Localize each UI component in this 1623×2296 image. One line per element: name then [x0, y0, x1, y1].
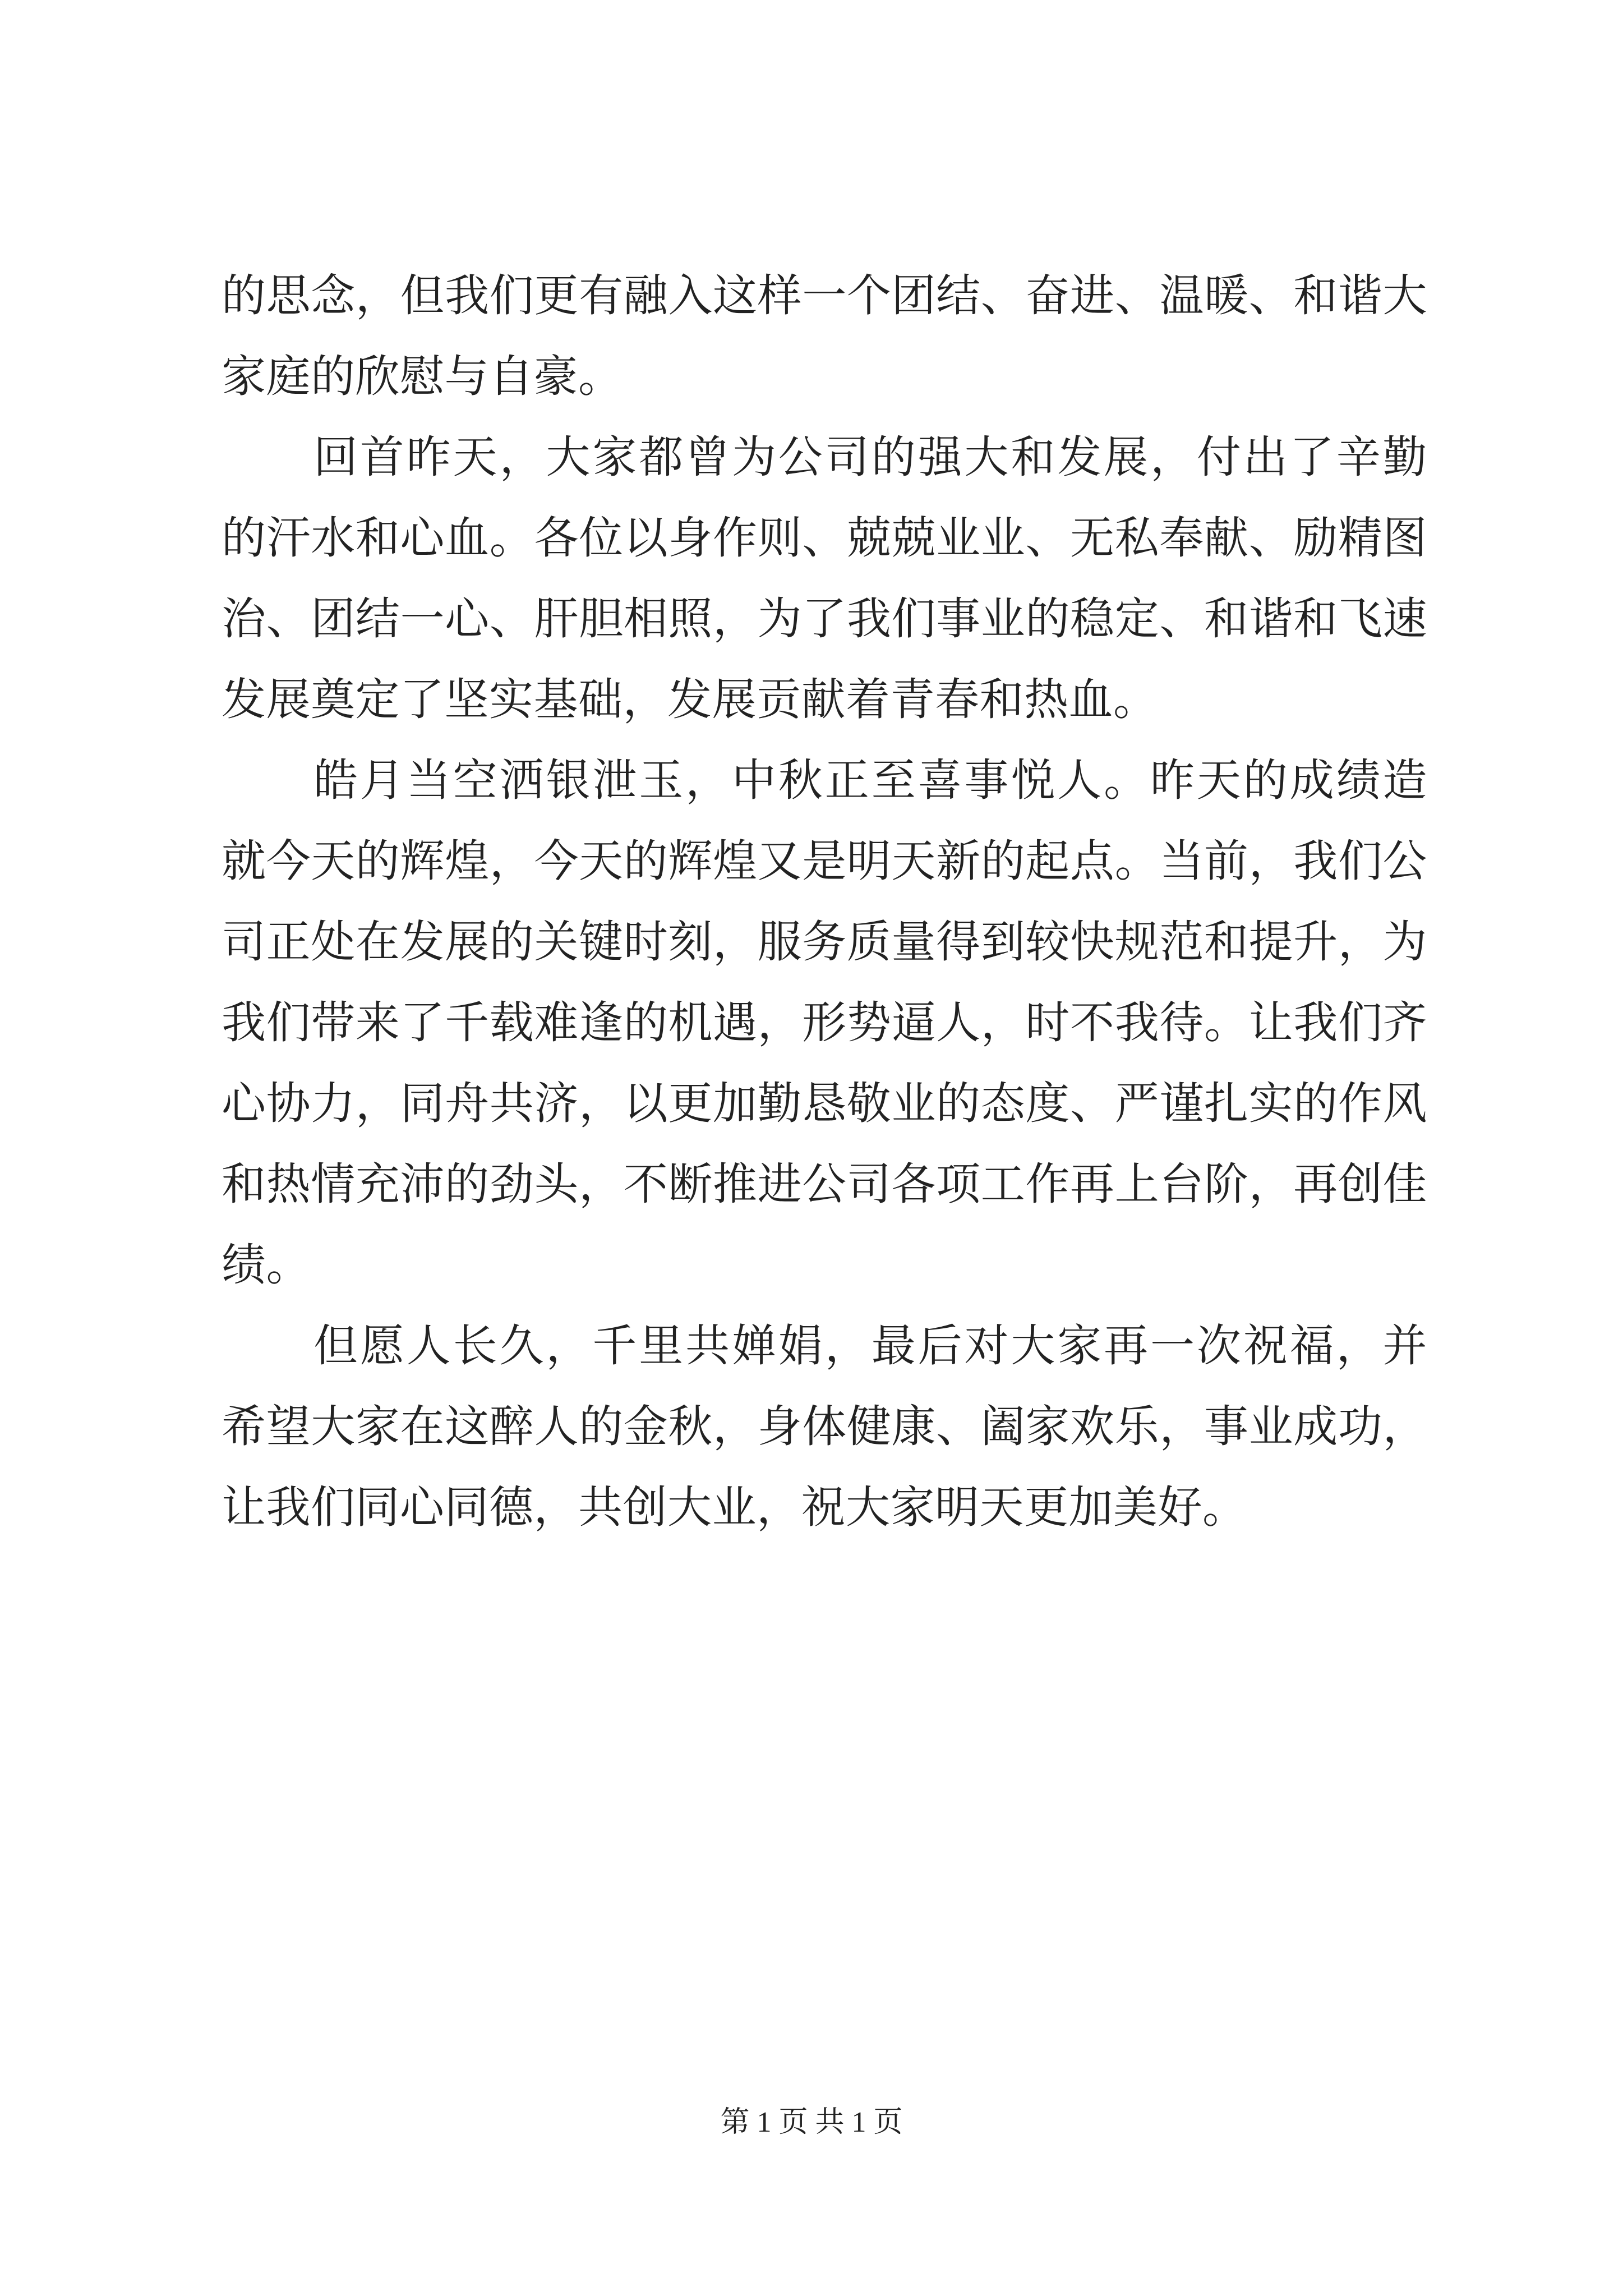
document-body	[222, 255, 1427, 1548]
paragraph-closing-wishes: 但愿人长久，千里共婵娟，最后对大家再一次祝福，并希望大家在这醉人的金秋，身体健康、阖家欢乐，事业成功，让我们同心同德，共创大业，祝大家明天更加美好。	[222, 1320, 1427, 1533]
page-footer: 第 1 页 共 1 页	[720, 2106, 903, 2138]
paragraph-mid-autumn: 皓月当空洒银泄玉，中秋正至喜事悦人。昨天的成绩造就今天的辉煌，今天的辉煌又是明天新的起点。当前，我们公司正处在发展的关键时刻，服务质量得到较快规范和提升，为我们带来了千载难逢的机遇，形势逼人，时不我待。让我们齐心协力，同舟共济，以更加勤恳敬业的态度、严谨扎实的作风和热情充沛的劲头，不断推进公司各项工作再上台阶，再创佳绩。	[222, 754, 1427, 1291]
paragraph-continuation: 的思念，但我们更有融入这样一个团结、奋进、温暖、和谐大家庭的欣慰与自豪。	[222, 270, 1427, 402]
paragraph-looking-back: 回首昨天，大家都曾为公司的强大和发展，付出了辛勤的汗水和心血。各位以身作则、兢兢业业、无私奉献、励精图治、团结一心、肝胆相照，为了我们事业的稳定、和谐和飞速发展奠定了坚实基础，发展贡献着青春和热血。	[222, 431, 1427, 725]
